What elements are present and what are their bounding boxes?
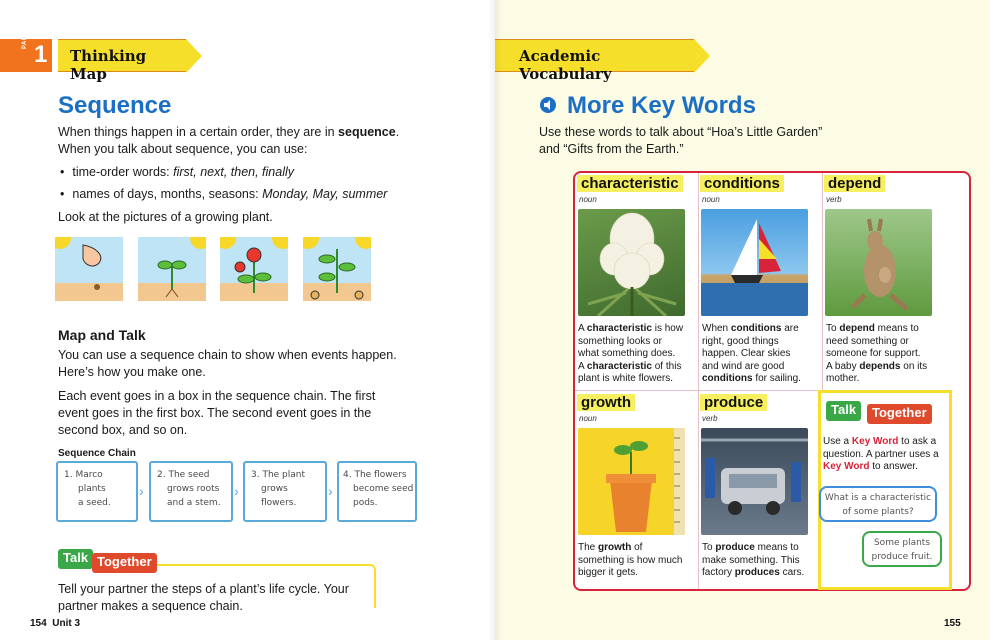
part-of-speech: noun [579,414,597,423]
part-of-speech: noun [579,195,597,204]
word-conditions: conditions [700,175,784,192]
together-badge: Together [867,404,932,424]
definition-conditions: When conditions are right, good things happen. Clear skies and wind are good conditions for sailing. [702,323,801,384]
definition-growth: The growth of something is how much bigger it gets. [578,542,683,578]
page-fold [488,0,502,640]
sailboat-photo [701,209,808,316]
definition-depend: To depend means to need something or someone for support. A baby depends on its mother. [826,323,928,384]
academic-vocabulary-banner [495,39,694,83]
intro-line-2: When you talk about sequence, you can use: [58,142,308,156]
map-paragraph-2-line-3: second box, and so on. [58,423,188,437]
sequence-chain-heading: Sequence Chain [58,448,136,459]
plant-stage-2-image [138,237,206,301]
page-title: Sequence [58,92,172,119]
map-paragraph-2-line-2: event goes in the first box. The second event goes in the [58,406,372,420]
talk-together-line-1: Tell your partner the steps of a plant’s life cycle. Your [58,582,349,596]
part-label: PART [22,31,28,49]
map-and-talk-heading: Map and Talk [58,327,146,343]
together-badge: Together [92,553,157,573]
intro-line-1: Use these words to talk about “Hoa’s Little Garden” [539,125,823,139]
talk-badge: Talk [58,549,93,569]
part-of-speech: verb [702,414,718,423]
sequence-box-4-text: 4. The flowers become seed pods. [343,470,414,508]
intro-line-2: and “Gifts from the Earth.” [539,142,684,156]
white-flowers-photo [578,209,685,316]
word-produce: produce [700,394,767,411]
definition-characteristic: A characteristic is how something looks or what something does. A characteristic of this plant is white flowers. [578,323,684,384]
audio-speaker-icon[interactable] [540,97,556,113]
talk-badge: Talk [826,401,861,421]
plant-stage-3-image [220,237,288,301]
part-of-speech: verb [826,195,842,204]
word-characteristic: characteristic [577,175,683,192]
kangaroo-photo [825,209,932,316]
thinking-map-banner [58,39,186,83]
part-of-speech: noun [702,195,720,204]
part-number: 1 [34,41,48,68]
page-title: More Key Words [567,92,756,119]
right-page-number: 155 [944,618,961,629]
bullet-time-order: • time-order words: first, next, then, finally [60,165,294,179]
sequence-arrow-icon: › [234,483,239,499]
talk-together-instructions: Use a Key Word to ask a question. A partner uses a Key Word to answer. [823,436,939,472]
answer-speech-bubble: Some plants produce fruit. [862,531,942,567]
bullet-names: • names of days, months, seasons: Monday, May, summer [60,187,387,201]
sequence-box-2-text: 2. The seed grows roots and a stem. [157,470,221,508]
sequence-arrow-icon: › [139,483,144,499]
car-factory-photo [701,428,808,535]
sequence-box-3-text: 3. The plant grows flowers. [251,470,306,508]
word-growth: growth [577,394,635,411]
plant-stage-1-image [55,237,123,301]
definition-produce: To produce means to make something. This factory produces cars. [702,542,805,578]
look-instruction: Look at the pictures of a growing plant. [58,210,273,224]
banner-title: Thinking Map [70,47,147,83]
sequence-arrow-icon: › [328,483,333,499]
left-page-footer: 154 Unit 3 [30,618,81,629]
potted-plant-photo [578,428,685,535]
map-paragraph-1-line-2: Here’s how you make one. [58,365,206,379]
sequence-box-1-text: 1. Marco plants a seed. [64,470,111,508]
banner-title: Academic Vocabulary [519,47,612,83]
map-paragraph-1-line-1: You can use a sequence chain to show when events happen. [58,348,397,362]
intro-line-1: When things happen in a certain order, they are in sequence. [58,125,400,139]
question-speech-bubble: What is a characteristic of some plants? [819,486,937,522]
plant-stage-4-image [303,237,371,301]
map-paragraph-2-line-1: Each event goes in a box in the sequence chain. The first [58,389,376,403]
talk-together-line-2: partner makes a sequence chain. [58,599,243,613]
word-depend: depend [824,175,885,192]
